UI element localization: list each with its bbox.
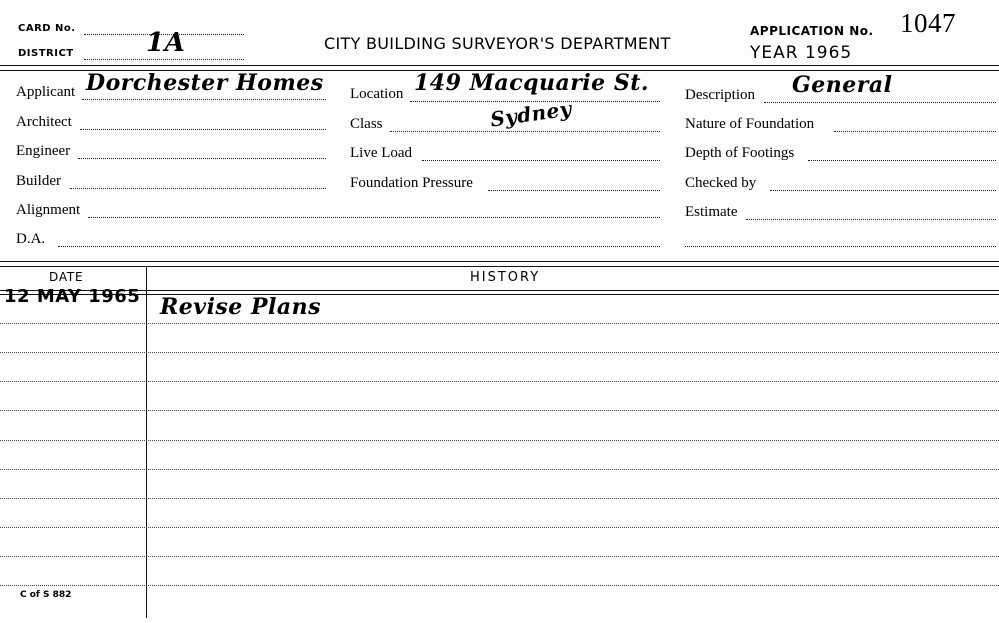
foundation-pressure-line — [488, 190, 660, 191]
history-header: HISTORY — [470, 270, 541, 285]
history-row-line — [0, 352, 999, 353]
history-row-line — [0, 410, 999, 411]
applicant-value: Dorchester Homes — [86, 70, 324, 96]
card-no-label: CARD No. — [18, 23, 76, 34]
location-value-2: Sydney — [488, 96, 574, 132]
history-row-line — [0, 440, 999, 441]
class-line — [390, 131, 660, 132]
history-row-line — [0, 381, 999, 382]
estimate-line — [746, 219, 996, 220]
history-row-line — [0, 469, 999, 470]
description-line — [764, 102, 996, 103]
checked-by-label: Checked by — [685, 175, 757, 191]
estimate-extra-line — [685, 246, 996, 247]
alignment-label: Alignment — [16, 202, 81, 218]
applicant-line — [82, 99, 326, 100]
class-label: Class — [350, 116, 383, 132]
header-rule-top — [0, 65, 999, 66]
foundation-pressure-label: Foundation Pressure — [350, 175, 473, 191]
live-load-label: Live Load — [350, 145, 413, 161]
history-rule-top — [0, 261, 999, 262]
depth-of-footings-label: Depth of Footings — [685, 145, 795, 161]
application-label: APPLICATION No. — [750, 24, 874, 38]
history-row-line — [0, 527, 999, 528]
da-line — [58, 246, 660, 247]
nature-of-foundation-label: Nature of Foundation — [685, 116, 815, 132]
architect-label: Architect — [16, 114, 72, 130]
date-column-divider — [146, 266, 147, 618]
live-load-line — [422, 160, 660, 161]
history-entry-date: 12 MAY 1965 — [4, 286, 141, 307]
history-header-rule-bottom — [0, 294, 999, 295]
description-value: General — [792, 72, 893, 98]
location-label: Location — [350, 86, 404, 102]
history-row-line — [0, 556, 999, 557]
history-header-rule-top — [0, 290, 999, 291]
builder-line — [70, 188, 326, 189]
nature-of-foundation-line — [834, 131, 996, 132]
history-entry-text: Revise Plans — [160, 294, 321, 320]
application-number: 1047 — [900, 8, 956, 38]
district-line — [84, 59, 244, 60]
applicant-label: Applicant — [16, 84, 76, 100]
description-label: Description — [685, 87, 755, 103]
engineer-label: Engineer — [16, 143, 71, 159]
history-rule-bottom — [0, 266, 999, 267]
date-header: DATE — [49, 270, 84, 284]
history-row-line — [0, 498, 999, 499]
history-row-line — [0, 323, 999, 324]
engineer-line — [78, 158, 326, 159]
depth-of-footings-line — [808, 160, 996, 161]
estimate-label: Estimate — [685, 204, 738, 220]
builder-label: Builder — [16, 173, 61, 189]
history-row-line — [0, 585, 999, 586]
year-label: YEAR 1965 — [750, 43, 853, 63]
location-value: 149 Macquarie St. — [414, 70, 650, 96]
district-value: 1A — [146, 28, 186, 58]
da-label: D.A. — [16, 231, 46, 247]
district-label: DISTRICT — [18, 48, 74, 59]
checked-by-line — [770, 190, 996, 191]
form-code: C of S 882 — [20, 590, 72, 600]
alignment-line — [88, 217, 660, 218]
department-title: CITY BUILDING SURVEYOR'S DEPARTMENT — [324, 34, 671, 53]
architect-line — [80, 129, 326, 130]
